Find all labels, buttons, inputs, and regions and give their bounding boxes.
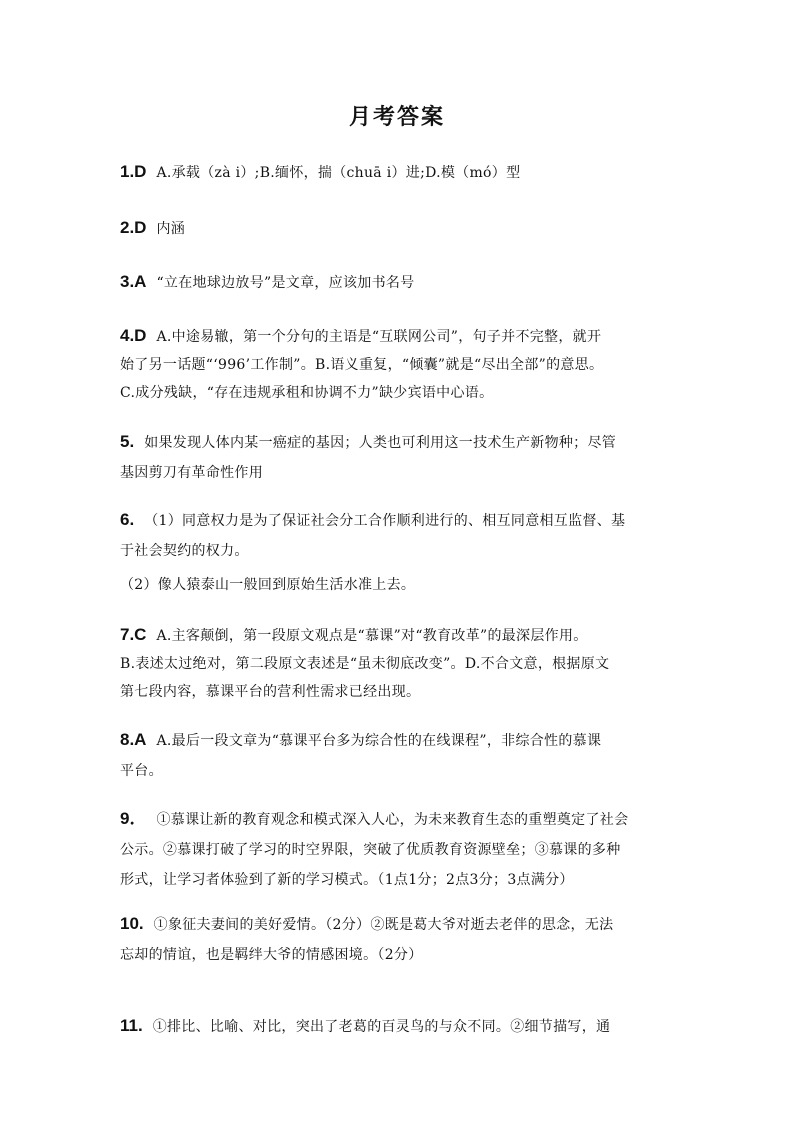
answer-11 bbox=[120, 1011, 680, 1042]
answer-line: （2）像人猿泰山一般回到原始生活水准上去。 bbox=[120, 577, 416, 593]
answer-number: 9． bbox=[120, 809, 147, 828]
answer-2 bbox=[120, 213, 680, 244]
answer-line: 公示。②慕课打破了学习的时空界限，突破了优质教育资源壁垒；③慕课的多种 bbox=[120, 842, 621, 858]
answer-line: A.中途易辙，第一个分句的主语是“互联网公司”，句子并不完整，就开 bbox=[156, 329, 602, 345]
answer-line: 第七段内容，慕课平台的营利性需求已经出现。 bbox=[120, 684, 421, 700]
answer-line: 于社会契约的权力。 bbox=[120, 543, 249, 559]
answer-line: ①象征夫妻间的美好爱情。（2分）②既是葛大爷对逝去老伴的思念，无法 bbox=[153, 917, 614, 933]
answer-number: 7.C bbox=[120, 625, 147, 644]
answer-number: 2.D bbox=[120, 218, 147, 237]
answer-line: 始了另一话题“‘996’工作制”。B.语义重复，“倾囊”就是“尽出全部”的意思。 bbox=[120, 357, 604, 373]
answer-3 bbox=[120, 267, 680, 298]
answer-line: “立在地球边放号”是文章，应该加书名号 bbox=[156, 275, 415, 291]
answer-5 bbox=[120, 427, 680, 488]
answer-number: 3.A bbox=[120, 272, 147, 291]
answer-9 bbox=[120, 804, 680, 895]
answer-number: 5. bbox=[120, 432, 135, 451]
answer-line: ①慕课让新的教育观念和模式深入人心，为未来教育生态的重塑奠定了社会 bbox=[156, 812, 629, 828]
answer-line: 形式，让学习者体验到了新的学习模式。（1点1分；2点3分；3点满分） bbox=[120, 872, 574, 888]
answer-number: 1.D bbox=[120, 162, 147, 181]
answer-number: 4.D bbox=[120, 326, 147, 345]
answer-line: C.成分残缺，“存在违规承租和协调不力”缺少宾语中心语。 bbox=[120, 385, 494, 401]
answer-line: B.表述太过绝对，第二段原文表述是“虽未彻底改变”。D.不合文意，根据原文 bbox=[120, 656, 610, 672]
answer-10 bbox=[120, 909, 680, 970]
answer-number: 6. bbox=[120, 510, 135, 529]
answer-number: 11. bbox=[120, 1016, 143, 1035]
answer-line: A.最后一段文章为“慕课平台多为综合性的在线课程”，非综合性的慕课 bbox=[156, 733, 602, 749]
page-title: 月考答案 bbox=[348, 104, 445, 130]
answer-8 bbox=[120, 725, 680, 786]
answer-line: 忘却的情谊，也是羁绊大爷的情感困境。（2分） bbox=[120, 947, 423, 963]
answer-line: 如果发现人体内某一癌症的基因；人类也可利用这一技术生产新物种；尽管 bbox=[144, 435, 617, 451]
answer-line: 基因剪刀有革命性作用 bbox=[120, 465, 263, 481]
answer-1 bbox=[120, 157, 680, 188]
answer-line: （1）同意权力是为了保证社会分工合作顺利进行的、相互同意相互监督、基 bbox=[144, 513, 626, 529]
answer-6 bbox=[120, 505, 680, 600]
answer-line: A.承载（zà i）;B.缅怀，揣（chuā i）进;D.模（mó）型 bbox=[156, 165, 521, 181]
answer-line: A.主客颠倒，第一段原文观点是“慕课”对“教育改革”的最深层作用。 bbox=[156, 628, 588, 644]
answer-line: 平台。 bbox=[120, 763, 163, 779]
answer-line: 内涵 bbox=[156, 221, 186, 237]
answer-number: 10. bbox=[120, 914, 144, 933]
answer-line: ①排比、比喻、对比，突出了老葛的百灵鸟的与众不同。②细节描写，通 bbox=[152, 1019, 611, 1035]
answer-7 bbox=[120, 621, 680, 706]
answer-number: 8.A bbox=[120, 730, 147, 749]
answer-4 bbox=[120, 322, 680, 407]
